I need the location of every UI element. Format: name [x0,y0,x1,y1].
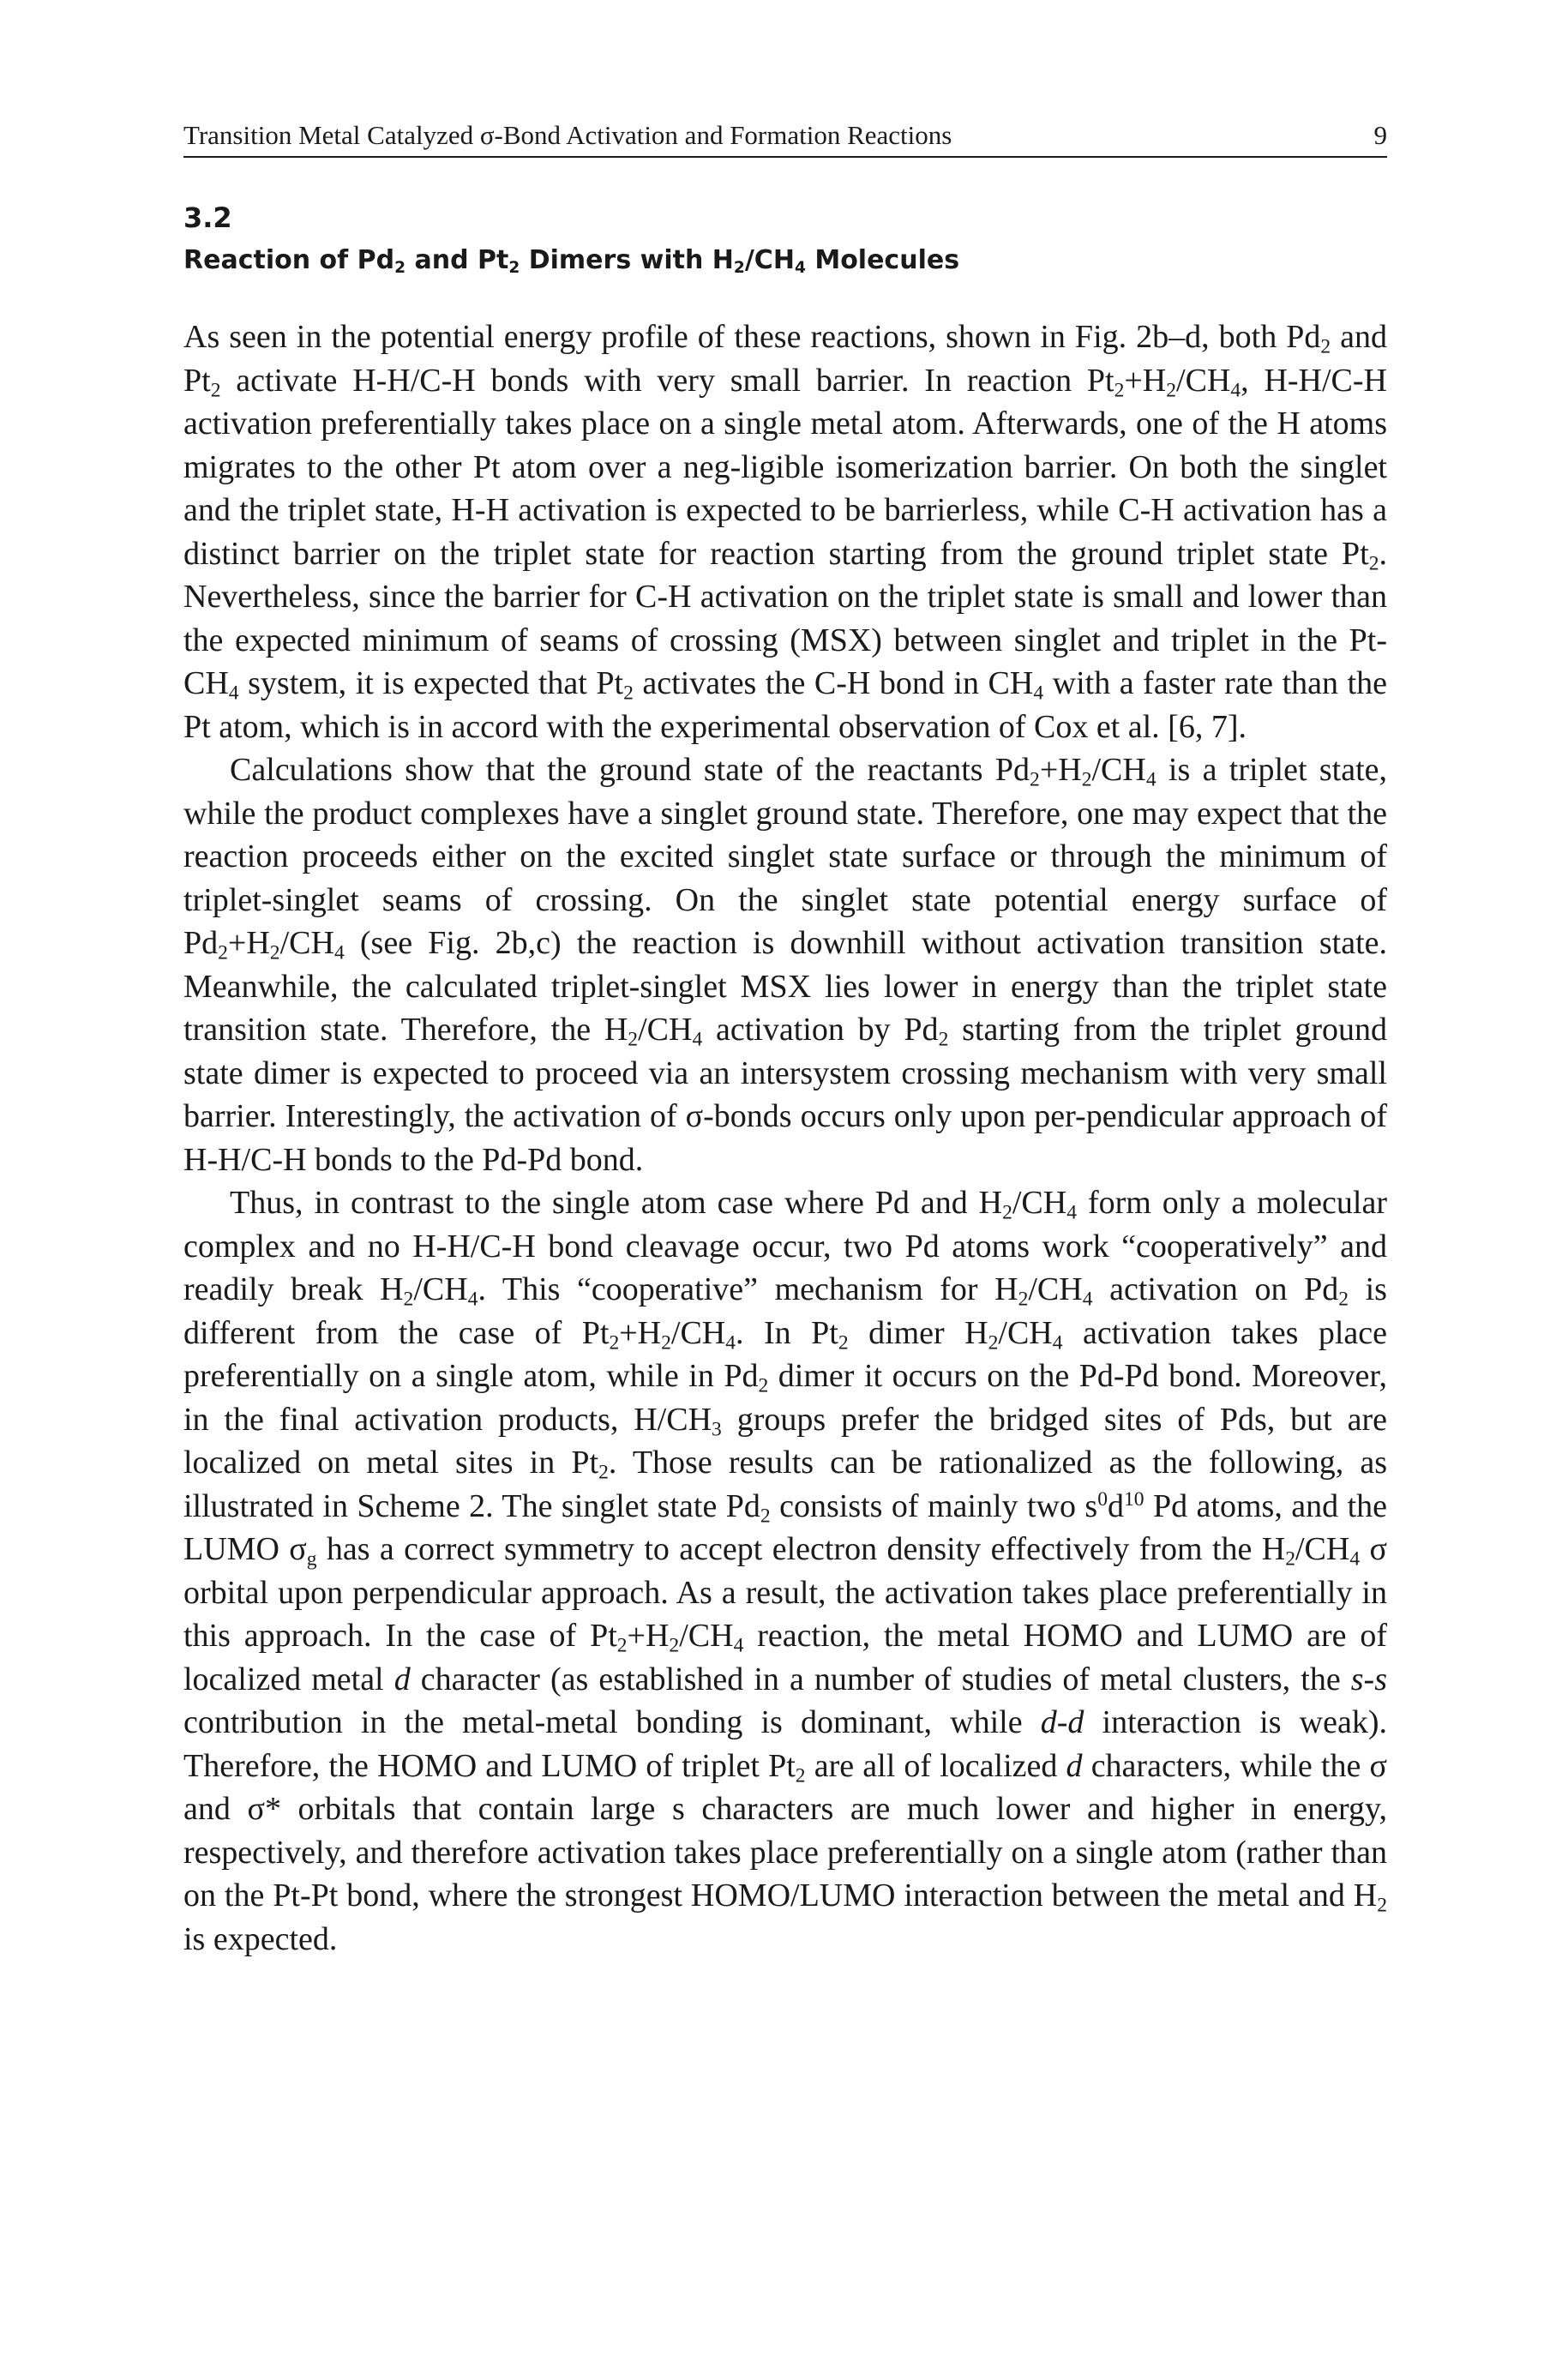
text-run: . In Pt [736,1314,838,1351]
text-run: /CH [998,1314,1053,1351]
text-run: . Those results can be rationalized as the following, as illustrated in Scheme 2. The singlet state Pd [183,1445,1387,1524]
text-run: /CH [413,1271,468,1307]
subscript: 2 [1081,768,1092,791]
text-run: (see Fig. 2b,c) the reaction is downhill without activation transition state. Meanwhile, the calculated triplet-singlet MSX lies lower in energy than the triplet state transition state. Therefore, the H [183,925,1387,1048]
subscript: 2 [210,379,221,402]
text-run: Calculations show that the ground state of the reactants Pd [230,752,1030,788]
title-text: and Pt [406,245,509,275]
text-run: has a correct symmetry to accept electron density effectively from the H [316,1531,1286,1567]
subscript: 2 [795,1764,806,1787]
text-run: /CH [1028,1271,1083,1307]
title-text: Reaction of Pd [183,245,395,275]
subscript: 2 [1166,379,1177,402]
subscript: 2 [1338,1288,1349,1311]
subscript: 2 [609,1331,620,1355]
subscript: 4 [692,1028,703,1051]
title-subscript: 2 [394,259,406,278]
running-head [183,115,1387,158]
text-run: /CH [279,925,334,961]
subscript: 2 [988,1331,999,1355]
text-run: +H [1039,752,1082,788]
text-run: Pd atoms, and the LUMO σ [183,1487,1387,1567]
italic-text: d-d [1040,1704,1084,1740]
text-run: reaction, the metal HOMO and LUMO are of localized metal [183,1618,1388,1697]
subscript: 4 [1052,1331,1063,1355]
text-run: activation takes place preferentially on a single atom, while in Pd [183,1314,1387,1394]
text-run: interaction is weak). Therefore, the HOMO and LUMO of triplet Pt [183,1704,1387,1784]
subscript: 2 [403,1288,414,1311]
subscript: 2 [938,1028,949,1051]
text-run: activate H-H/C-H bonds with very small barrier. In reaction Pt [220,362,1114,399]
subscript: 2 [598,1461,609,1484]
subscript: 2 [1002,1201,1012,1224]
text-run: . Nevertheless, since the barrier for C-H activation on the triplet state is small and lower than the expected minimum of seams of crossing (MSX) between singlet and triplet in the Pt-CH [183,535,1387,701]
paragraph [183,748,1387,1181]
subscript: 4 [1145,768,1156,791]
text-run: As seen in the potential energy profile of these reactions, shown in Fig. 2b–d, both Pd [183,319,1321,355]
title-text: Molecules [805,245,960,275]
text-run: Thus, in contrast to the single atom case where Pd and H [230,1185,1003,1221]
paragraph [183,315,1387,748]
text-run: . This “cooperative” mechanism for H [478,1271,1018,1307]
title-subscript: 2 [733,259,745,278]
text-run: is different from the case of Pt [183,1271,1387,1351]
text-run: activation by Pd [702,1012,939,1048]
subscript: 2 [218,941,228,964]
subscript: 4 [467,1288,478,1311]
superscript: 0 [1097,1487,1108,1511]
text-run: /CH [1091,752,1146,788]
text-run: , H-H/C-H activation preferentially takes place on a single metal atom. Afterwards, one of the H atoms migrates to the other Pt atom over a neg-ligible isomerization barrier. On both the singlet and the triplet state, H-H activation is expected to be barrierless, while C-H activation has a distinct barrier on the triplet state for reaction starting from the ground triplet state Pt [183,362,1387,572]
text-run: system, it is expected that Pt [238,665,624,701]
subscript: 2 [623,682,634,705]
subscript: 2 [1018,1288,1029,1311]
subscript: 4 [1066,1201,1078,1224]
text-run: are all of localized [805,1747,1066,1784]
body-text [183,315,1387,1961]
text-run: dimer it occurs on the Pd-Pd bond. Moreover, in the final activation products, H/CH [183,1358,1387,1438]
subscript: 2 [661,1331,671,1355]
subscript: 2 [628,1028,639,1051]
italic-text: d [394,1661,411,1697]
text-run: +H [1124,362,1167,399]
title-text: Dimers with H [520,245,734,275]
text-run: and Pt [183,319,1387,399]
text-run: +H [227,925,270,961]
text-run: +H [619,1314,662,1351]
subscript: 2 [1368,552,1379,575]
text-run: is expected. [183,1920,338,1957]
subscript: 4 [1082,1288,1093,1311]
title-subscript: 2 [508,259,520,278]
subscript: 2 [1285,1547,1295,1571]
subscript: 4 [1349,1547,1361,1571]
text-run: /CH [1176,362,1231,399]
italic-text: d [1066,1747,1083,1784]
section-title [183,242,959,279]
text-run: /CH [1012,1185,1067,1221]
subscript: 2 [616,1634,628,1657]
text-run: /CH [679,1618,734,1654]
superscript: 10 [1123,1487,1144,1511]
text-run: form only a molecular complex and no H-H/C-H bond cleavage occur, two Pd atoms work “cooperatively” and readily break H [183,1185,1387,1307]
text-run: /CH [638,1012,693,1048]
text-run: σ orbital upon perpendicular approach. As a result, the activation takes place preferentially in this approach. In the case of Pt [183,1531,1387,1654]
title-text: /CH [744,245,795,275]
text-run: +H [627,1618,670,1654]
subscript: 4 [1230,379,1241,402]
subscript: 4 [333,941,345,964]
text-run: character (as established in a number of studies of metal clusters, the [410,1661,1351,1697]
text-run: consists of mainly two s [770,1487,1098,1524]
subscript: 2 [1377,1894,1387,1917]
subscript: 2 [669,1634,680,1657]
running-head-title: Transition Metal Catalyzed σ-Bond Activation and Formation Reactions [183,120,952,150]
text-run: /CH [670,1314,726,1351]
text-run: with a faster rate than the Pt atom, which is in accord with the experimental observation of Cox et al. [6, 7]. [183,665,1387,745]
paragraph [183,1181,1387,1961]
subscript: 3 [712,1418,722,1441]
subscript: 4 [733,1634,744,1657]
subscript: 4 [1033,682,1044,705]
subscript: 2 [838,1331,849,1355]
section-number: 3.2 [183,201,232,234]
text-run: characters, while the σ and σ* orbitals that contain large s characters are much lower and higher in energy, respectively, and therefore activation takes place preferentially on a single atom (rather than on the Pt-Pt bond, where the strongest HOMO/LUMO interaction between the metal and H [183,1747,1387,1913]
text-run: d [1107,1487,1124,1524]
text-run: contribution in the metal-metal bonding is dominant, while [183,1704,1041,1740]
italic-text: s-s [1350,1661,1387,1697]
page-number: 9 [1373,120,1387,150]
text-run: groups prefer the bridged sites of Pds, but are localized on metal sites in Pt [183,1401,1387,1481]
text-run: is a triplet state, while the product complexes have a singlet ground state. Therefore, one may expect that the reaction proceeds either on the excited singlet state surface or through the minimum of triplet-singlet seams of crossing. On the singlet state potential energy surface of Pd [183,752,1387,961]
text-run: starting from the triplet ground state dimer is expected to proceed via an intersystem crossing mechanism with very small barrier. Interestingly, the activation of σ-bonds occurs only upon per-pendicular approach of H-H/C-H bonds to the Pd-Pd bond. [183,1012,1387,1178]
text-run: activates the C-H bond in CH [633,665,1034,701]
subscript: 2 [269,941,280,964]
subscript: 2 [1030,768,1040,791]
subscript: 2 [760,1505,771,1528]
subscript: 4 [228,682,239,705]
subscript: 2 [1114,379,1125,402]
title-subscript: 4 [794,259,806,278]
subscript: 2 [1320,335,1331,358]
subscript: 2 [758,1374,769,1397]
subscript: g [306,1547,317,1571]
subscript: 4 [725,1331,736,1355]
text-run: dimer H [848,1314,988,1351]
text-run: /CH [1295,1531,1350,1567]
text-run: activation on Pd [1092,1271,1339,1307]
